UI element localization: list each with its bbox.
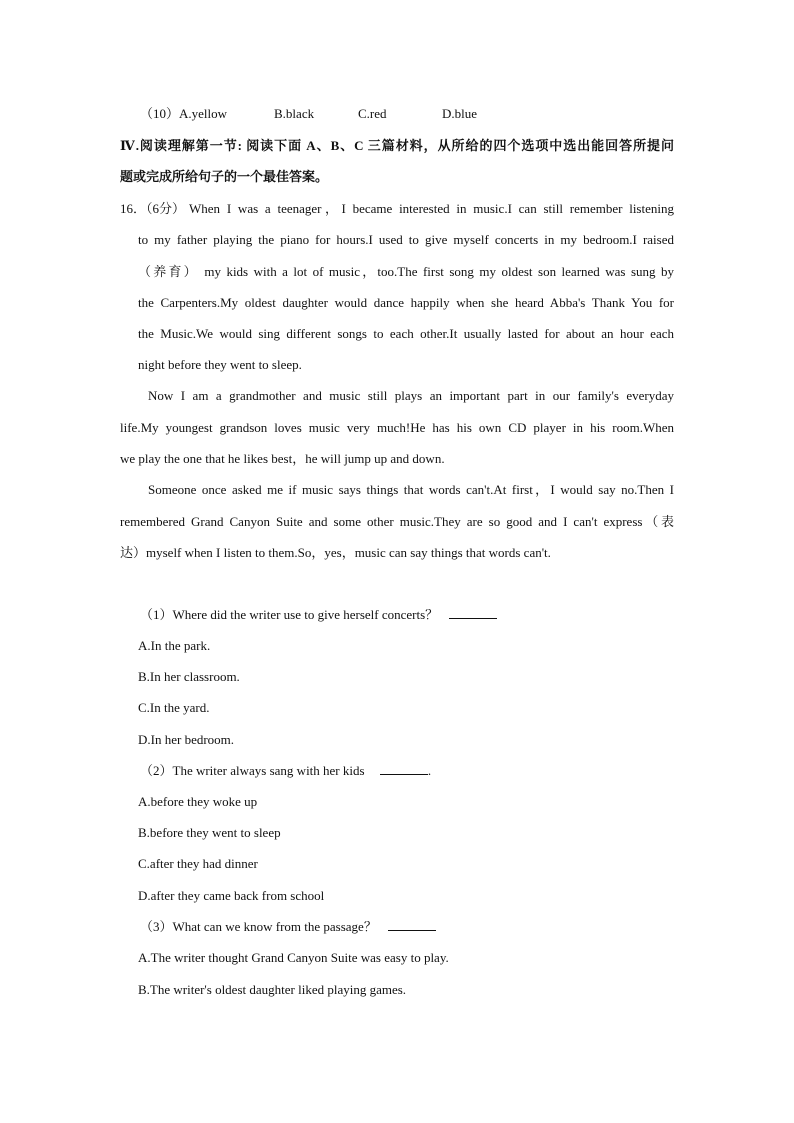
passage-line-11: remembered Grand Canyon Suite and some other music.They are so good and I can't express（表 — [120, 514, 674, 529]
question-2-option-a: A.before they woke up — [138, 794, 258, 809]
passage-line-9: we play the one that he likes best，he will jump up and down. — [120, 451, 445, 466]
option-b: B.black — [274, 106, 315, 121]
passage-line-3: （养育） my kids with a lot of music，too.The first song my oldest son learned was sung by — [138, 264, 674, 279]
question-3-stem — [140, 918, 436, 936]
question-3-option-a: A.The writer thought Grand Canyon Suite was easy to play. — [138, 950, 449, 965]
question-1-stem — [140, 606, 497, 624]
option-c: C.red — [358, 106, 387, 121]
answer-blank — [388, 918, 436, 931]
passage-text: When I was a teenager，I became interested in music.I can still remember listening — [189, 201, 674, 216]
passage-line-12: 达）myself when I listen to them.So，yes，music can say things that words can't. — [120, 545, 551, 560]
passage-line-5: the Music.We would sing different songs to each other.It usually lasted for about an hour each — [138, 326, 674, 341]
question-1-option-c: C.In the yard. — [138, 700, 210, 715]
previous-question-options — [140, 105, 477, 123]
passage-line-4: the Carpenters.My oldest daughter would dance happily when she heard Abba's Thank You for — [138, 295, 674, 310]
question-number: 16．（6分） — [120, 201, 186, 216]
option-number: （10） — [140, 106, 180, 121]
passage-line-10: Someone once asked me if music says things that words can't.At first，I would say no.Then I — [148, 482, 674, 497]
question-2-option-d: D.after they came back from school — [138, 888, 325, 903]
question-1-option-d: D.In her bedroom. — [138, 732, 235, 747]
question-stem-text: （1）Where did the writer use to give herself concerts？ — [140, 607, 439, 622]
question-2-option-c: C.after they had dinner — [138, 856, 258, 871]
answer-blank — [449, 606, 497, 619]
answer-blank — [380, 762, 428, 775]
option-a: A.yellow — [179, 106, 228, 121]
question-stem-text: （3）What can we know from the passage？ — [140, 919, 377, 934]
question-1-option-a: A.In the park. — [138, 638, 211, 653]
question-stem-text: （2）The writer always sang with her kids — [140, 763, 365, 778]
passage-line-2: to my father playing the piano for hours.I used to give myself concerts in my bedroom.I raised — [138, 232, 674, 247]
question-2-option-b: B.before they went to sleep — [138, 825, 281, 840]
section-heading-line-1: Ⅳ.阅读理解第一节: 阅读下面 A、B、C 三篇材料，从所给的四个选项中选出能回答所提问 — [120, 138, 674, 153]
section-heading-line-2: 题或完成所给句子的一个最佳答案。 — [120, 169, 329, 184]
passage-line-7: Now I am a grandmother and music still plays an important part in our family's everyday — [148, 388, 674, 403]
question-stem-end: . — [427, 763, 432, 778]
passage-line-6: night before they went to sleep. — [138, 357, 302, 372]
passage-line-8: life.My youngest grandson loves music very much!He has his own CD player in his room.When — [120, 420, 674, 435]
passage-line-1 — [120, 200, 674, 218]
question-2-stem — [140, 762, 431, 780]
option-d: D.blue — [442, 106, 478, 121]
question-1-option-b: B.In her classroom. — [138, 669, 240, 684]
question-3-option-b: B.The writer's oldest daughter liked playing games. — [138, 982, 407, 997]
